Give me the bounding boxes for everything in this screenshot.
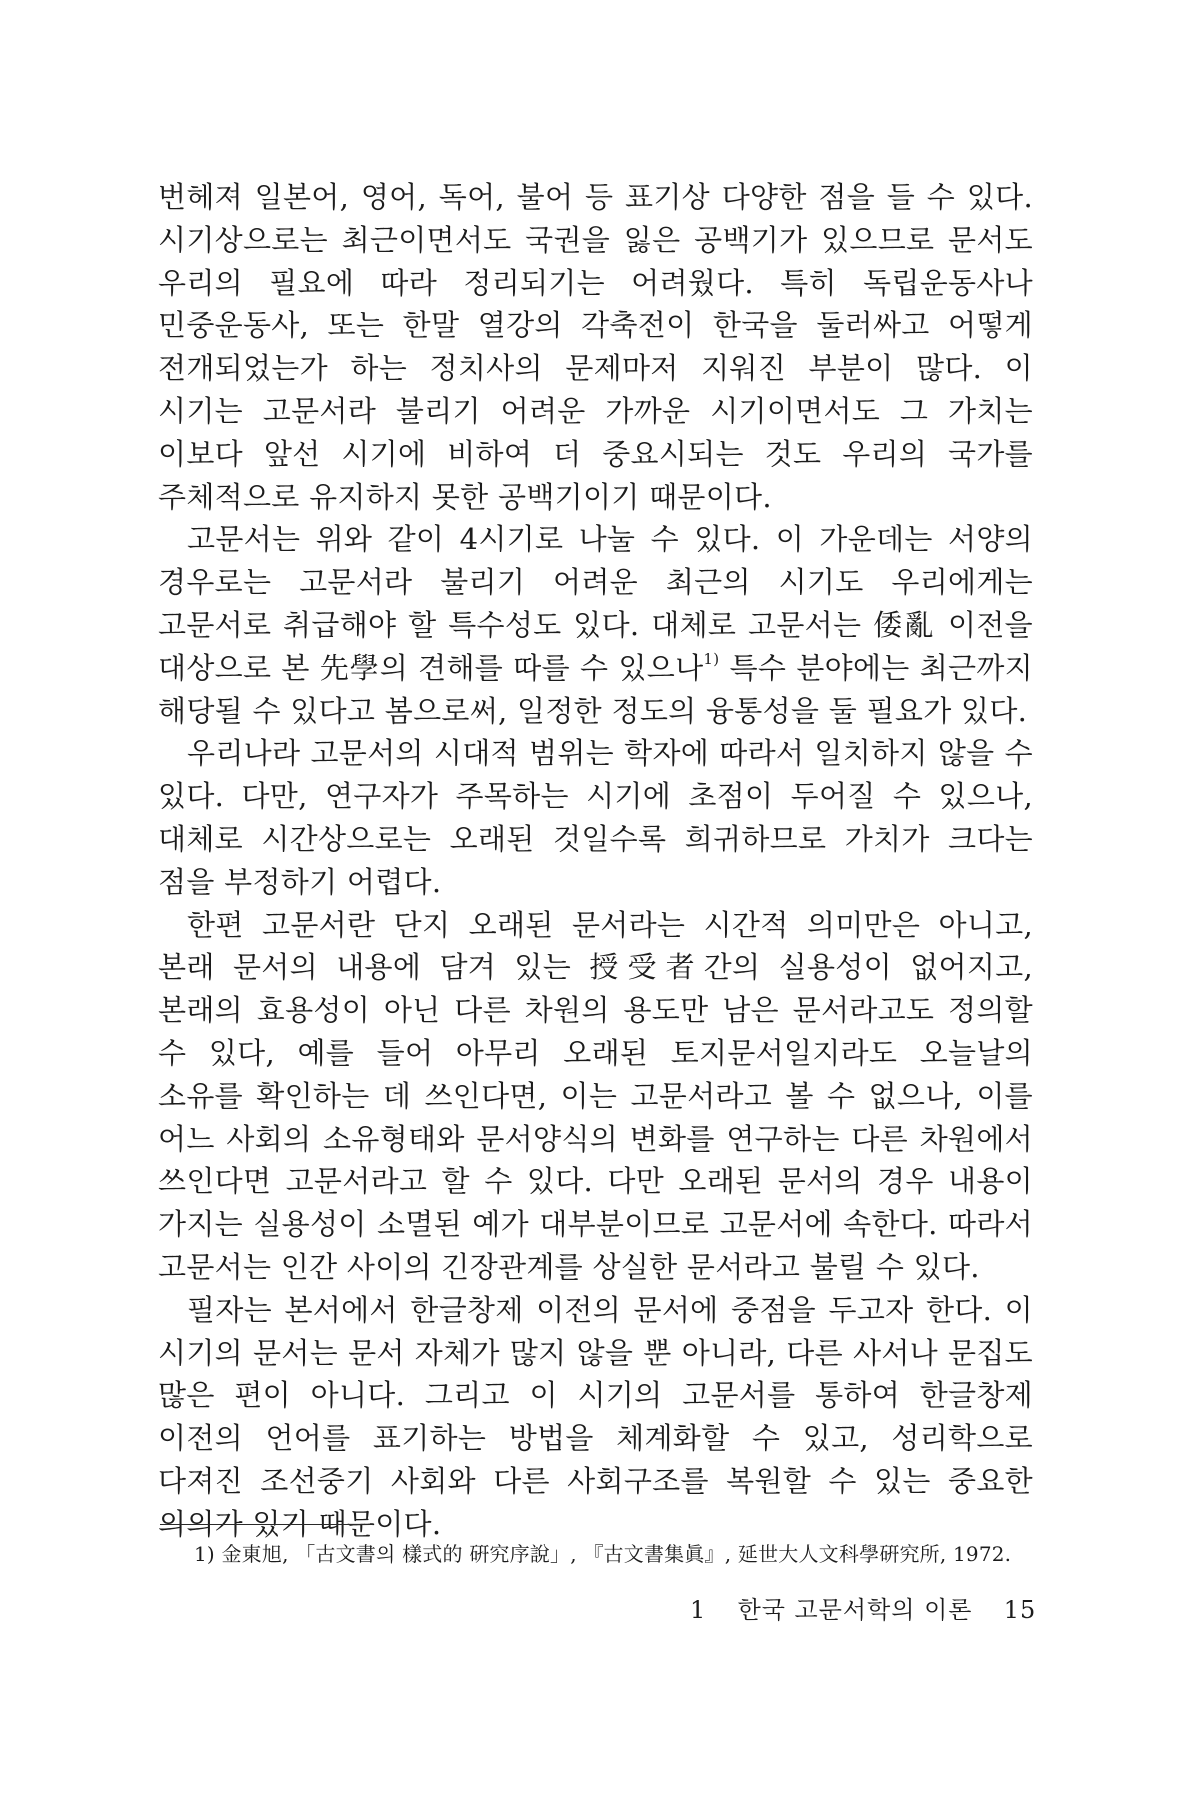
footnote-divider (160, 1524, 373, 1525)
footnote: 1) 金東旭, 「古文書의 樣式的 硏究序說」, 『古文書集眞』, 延世大人文科學硏究所, 1972. (194, 1542, 1012, 1566)
paragraph-text: 특수 분야에는 최근까지 해당될 수 있다고 봄으로써, 일정한 정도의 융통성을 둘 필요가 있다. (158, 650, 1033, 728)
chapter-title: 한국 고문서학의 이론 (737, 1596, 973, 1624)
paragraph: 필자는 본서에서 한글창제 이전의 문서에 중점을 두고자 한다. 이 시기의 문서는 문서 자체가 많지 않을 뿐 아니라, 다른 사서나 문집도 많은 편이 아니다. 그리고 이 시기의 고문서를 통하여 한글창제 이전의 언어를 표기하는 방법을 체계화할 수 있고, 성리학으로 다져진 조선중기 사회와 다른 사회구조를 복원할 수 있는 중요한 의의가 있기 때문이다. (158, 1292, 1033, 1541)
paragraph: 우리나라 고문서의 시대적 범위는 학자에 따라서 일치하지 않을 수 있다. 다만, 연구자가 주목하는 시기에 초점이 두어질 수 있으나, 대체로 시간상으로는 오래된 것일수록 희귀하므로 가치가 크다는 점을 부정하기 어렵다. (158, 736, 1033, 899)
chapter-number: 1 (690, 1596, 707, 1624)
paragraph: 번헤져 일본어, 영어, 독어, 불어 등 표기상 다양한 점을 들 수 있다. 시기상으로는 최근이면서도 국권을 잃은 공백기가 있으므로 문서도 우리의 필요에 따라 정리되기는 어려웠다. 특히 독립운동사나 민중운동사, 또는 한말 열강의 각축전이 한국을 둘러싸고 어떻게 전개되었는가 하는 정치사의 문제마저 지워진 부분이 많다. 이 시기는 고문서라 불리기 어려운 가까운 시기이면서도 그 가치는 이보다 앞선 시기에 비하여 더 중요시되는 것도 우리의 국가를 주체적으로 유지하지 못한 공백기이기 때문이다. (158, 180, 1033, 514)
paragraph-text: 고문서는 위와 같이 4시기로 나눌 수 있다. 이 가운데는 서양의 경우로는 고문서라 불리기 어려운 최근의 시기도 우리에게는 고문서로 취급해야 할 특수성도 있다. 대체로 고문서는 倭亂 이전을 대상으로 본 先學의 견해를 따를 수 있으나 (158, 522, 1033, 685)
body-text (158, 176, 1033, 1546)
paragraph: 한편 고문서란 단지 오래된 문서라는 시간적 의미만은 아니고, 본래 문서의 내용에 담겨 있는 授受者간의 실용성이 없어지고, 본래의 효용성이 아닌 다른 차원의 용도만 남은 문서라고도 정의할 수 있다, 예를 들어 아무리 오래된 토지문서일지라도 오늘날의 소유를 확인하는 데 쓰인다면, 이는 고문서라고 볼 수 없으나, 이를 어느 사회의 소유형태와 문서양식의 변화를 연구하는 다른 차원에서 쓰인다면 고문서라고 할 수 있다. 다만 오래된 문서의 경우 내용이 가지는 실용성이 소멸된 예가 대부분이므로 고문서에 속한다. 따라서 고문서는 인간 사이의 긴장관계를 상실한 문서라고 불릴 수 있다. (158, 907, 1033, 1284)
page-number: 15 (1003, 1596, 1037, 1624)
running-footer (690, 1594, 1037, 1626)
footnote-reference: 1) (703, 649, 720, 668)
paragraph (158, 518, 1033, 732)
